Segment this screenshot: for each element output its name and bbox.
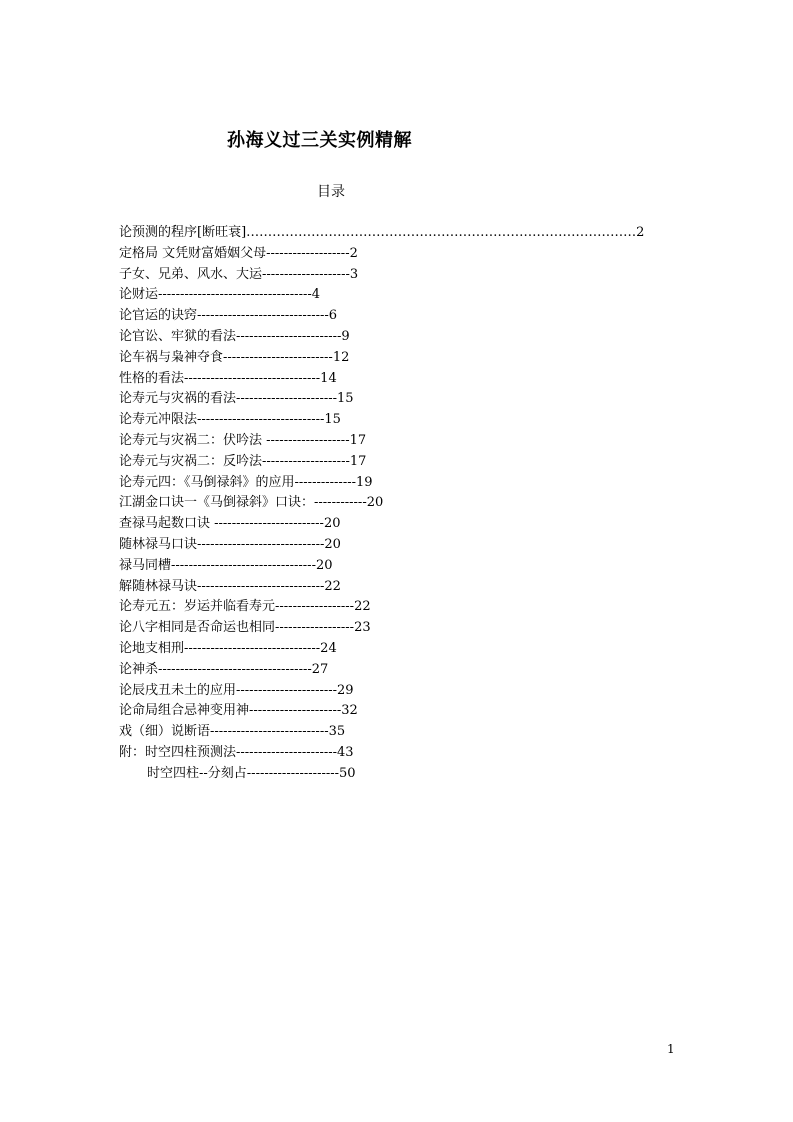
- toc-entry: 子女、兄弟、风水、大运--------------------3: [119, 266, 359, 282]
- toc-entry: 性格的看法-------------------------------14: [119, 370, 337, 386]
- toc-entry: 随林禄马口诀-----------------------------20: [119, 536, 341, 552]
- toc-entry: 附：时空四柱预测法-----------------------43: [119, 744, 354, 760]
- toc-entry: 江湖金口诀一《马倒禄斜》口诀：------------20: [119, 495, 384, 511]
- document-title: 孙海义过三关实例精解: [227, 130, 412, 151]
- toc-entry: 论寿元四：《马倒禄斜》的应用--------------19: [119, 474, 373, 490]
- page-number: 1: [667, 1042, 675, 1056]
- toc-entry: 时空四柱--分刻占---------------------50: [147, 765, 356, 781]
- table-of-contents: [119, 223, 679, 785]
- toc-entry: 论八字相同是否命运也相同------------------23: [119, 620, 371, 636]
- toc-entry: 论寿元冲限法-----------------------------15: [119, 412, 341, 428]
- toc-entry: 论官讼、牢狱的看法------------------------9: [119, 328, 350, 344]
- toc-entry: 论辰戌丑未土的应用-----------------------29: [119, 682, 354, 698]
- toc-heading: 目录: [317, 184, 345, 200]
- toc-entry: 论命局组合忌神变用神---------------------32: [119, 703, 358, 719]
- toc-entry: 论神杀-----------------------------------27: [119, 661, 329, 677]
- toc-entry: 论车祸与枭神夺食-------------------------12: [119, 349, 350, 365]
- toc-entry: 论寿元与灾祸二：反吟法--------------------17: [119, 453, 367, 469]
- toc-entry: 查禄马起数口诀 -------------------------20: [119, 516, 341, 532]
- toc-entry: 论寿元与灾祸二：伏吟法 -------------------17: [119, 432, 367, 448]
- toc-entry: 解随林禄马诀-----------------------------22: [119, 578, 341, 594]
- toc-entry: 定格局 文凭财富婚姻父母-------------------2: [119, 245, 358, 261]
- toc-entry: 论寿元与灾祸的看法-----------------------15: [119, 391, 354, 407]
- toc-entry: 戏（细）说断语---------------------------35: [119, 724, 346, 740]
- toc-entry: 论寿元五：岁运并临看寿元------------------22: [119, 599, 371, 615]
- toc-entry: 论预测的程序[断旺衰]………………………………………………………………………………2: [119, 225, 645, 240]
- toc-entry: 论官运的诀窍------------------------------6: [119, 308, 338, 324]
- toc-entry: 论财运-----------------------------------4: [119, 287, 321, 303]
- toc-entry: 论地支相刑-------------------------------24: [119, 640, 337, 656]
- toc-entry: 禄马同槽---------------------------------20: [119, 557, 333, 573]
